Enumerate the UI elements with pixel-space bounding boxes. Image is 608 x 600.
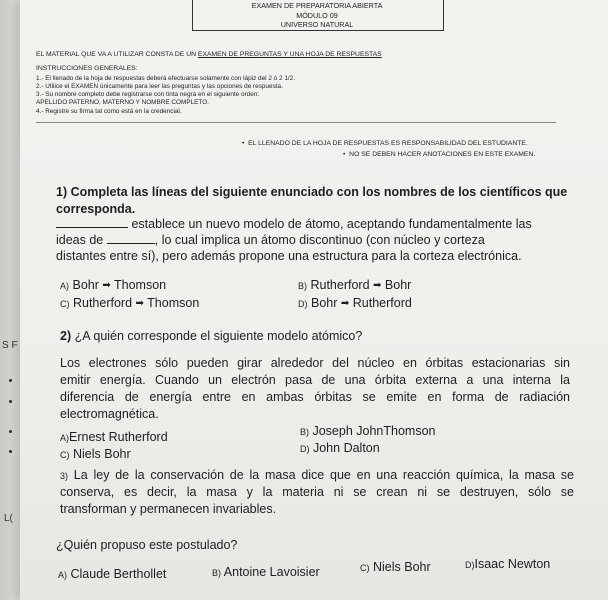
question-1-line — [56, 184, 567, 201]
question-text: ¿A quién corresponde el siguiente modelo atómico? — [74, 329, 363, 343]
question-text: La ley de la conservación de la masa dice que en una reacción química, la masa se — [73, 468, 574, 482]
side-dot — [9, 430, 12, 433]
q1-option-c[interactable] — [60, 296, 199, 310]
material-note-prefix: EL MATERIAL QUE VA A UTILIZAR CONSTA DE UN — [36, 51, 198, 58]
instructions-title: INSTRUCCIONES GENERALES: — [36, 65, 138, 72]
question-2-line: emitir energía. Cuando un electrón pasa de una órbita externa a una interna la — [60, 373, 570, 387]
option-letter: D) — [300, 444, 310, 454]
option-letter: D) — [298, 299, 308, 309]
q1-option-a[interactable] — [60, 278, 166, 292]
notice-text: NO SE DEBEN HACER ANOTACIONES EN ESTE EXAMEN. — [349, 151, 536, 158]
option-text: Bohr — [72, 278, 99, 292]
q1-option-d[interactable] — [298, 296, 412, 310]
question-1-line: corresponda. — [56, 202, 136, 216]
question-text: , lo cual implica un átomo discontinuo (con núcleo y corteza — [154, 233, 485, 247]
exam-title: EXAMEN DE PREPARATORIA ABIERTA — [251, 1, 383, 10]
question-1-line — [56, 216, 532, 233]
question-text: establece un nuevo modelo de átomo, aceptando fundamentalmente las — [131, 217, 532, 231]
option-letter: D) — [465, 560, 475, 570]
option-text: Niels Bohr — [72, 447, 131, 461]
q3-option-c[interactable] — [360, 560, 431, 574]
option-text: Niels Bohr — [372, 560, 431, 574]
option-letter: B) — [298, 281, 307, 291]
option-letter: B) — [212, 568, 221, 578]
option-text: John Dalton — [312, 441, 380, 455]
option-text: Bohr — [310, 296, 338, 310]
option-text: Rutherford — [72, 296, 133, 310]
right-arrow-icon: ➡ — [340, 298, 350, 309]
material-note — [36, 51, 382, 58]
question-text: Completa las líneas del siguiente enunciado con los nombres de los científicos que — [70, 185, 568, 199]
option-letter: A) — [60, 281, 69, 291]
option-text: Joseph JohnThomson — [312, 424, 436, 438]
exam-module: MÓDULO 09 — [296, 11, 338, 20]
q3-option-d[interactable] — [465, 557, 550, 571]
q2-option-a[interactable] — [60, 430, 168, 444]
question-2-line: diferencia de energía entre en ambas órbitas se emite en forma de radiación — [60, 390, 570, 404]
question-2-line: electromagnética. — [60, 407, 159, 421]
answer-blank — [56, 227, 128, 228]
question-2-line: Los electrones sólo pueden girar alrededor del núcleo en órbitas estacionarias sin — [60, 356, 570, 370]
option-text: Claude Berthollet — [70, 567, 167, 581]
right-arrow-icon: ➡ — [373, 280, 382, 291]
question-2-prompt — [60, 328, 362, 345]
instruction-item: 4.- Registre su firma tal como está en la credencial. — [36, 108, 182, 115]
question-number: 1) — [56, 185, 68, 199]
option-text: Rutherford — [352, 296, 412, 310]
option-letter: A) — [58, 570, 67, 580]
option-text: Antoine Lavoisier — [223, 565, 320, 579]
question-3-prompt: ¿Quién propuso este postulado? — [56, 538, 238, 552]
q2-option-d[interactable] — [300, 441, 380, 455]
instruction-item: 1.- El llenado de la hoja de respuestas deberá efectuarse solamente con lápiz del 2 ó 2 1/2. — [36, 75, 295, 82]
exam-subject: UNIVERSO NATURAL — [280, 20, 354, 29]
side-dot — [9, 379, 12, 382]
material-note-underlined: EXAMEN DE PREGUNTAS Y UNA HOJA DE RESPUESTAS — [197, 51, 382, 58]
left-page-edge — [0, 0, 20, 600]
instruction-item: 2.- Utilice el EXAMEN únicamente para leer las preguntas y las opciones de respuesta. — [36, 83, 283, 90]
question-1-line: distantes entre sí), pero además propone una estructura para la corteza electrónica. — [56, 249, 522, 263]
question-number: 3) — [60, 471, 69, 481]
exam-page — [20, 0, 608, 600]
side-dot — [9, 450, 12, 453]
option-text: Rutherford — [310, 278, 370, 292]
option-letter: C) — [360, 563, 370, 573]
answer-blank — [107, 243, 155, 244]
option-text: Ernest Rutherford — [69, 430, 168, 444]
divider — [36, 122, 556, 123]
option-letter: B) — [300, 427, 309, 437]
notice-text: EL LLENADO DE LA HOJA DE RESPUESTAS ES RESPONSABILIDAD DEL ESTUDIANTE. — [248, 140, 528, 147]
option-text: Isaac Newton — [474, 557, 551, 571]
q2-option-c[interactable] — [60, 447, 131, 461]
q3-option-b[interactable] — [212, 565, 320, 579]
question-3-line — [60, 467, 574, 485]
question-3-line: conserva, es decir, la masa y la materia ni se crean ni se destruyen, sólo se — [60, 485, 574, 499]
right-arrow-icon: ➡ — [102, 280, 111, 291]
option-letter: C) — [60, 299, 70, 309]
option-text: Thomson — [147, 296, 200, 310]
option-letter: A) — [60, 433, 69, 443]
side-mark-lc: L( — [4, 513, 13, 524]
question-text: ideas de — [56, 233, 104, 247]
instruction-item: 3.- Su nombre completo debe registrarse con tinta negra en el siguiente orden: — [36, 91, 260, 98]
question-3-line: transforman y permanecen invariables. — [60, 502, 277, 516]
q2-option-b[interactable] — [300, 424, 435, 438]
option-text: Thomson — [114, 278, 167, 292]
notice: • NO SE DEBEN HACER ANOTACIONES EN ESTE EXAMEN. — [343, 151, 536, 158]
instruction-item: APELLIDO PATERNO, MATERNO Y NOMBRE COMPLETO. — [36, 99, 209, 106]
q1-option-b[interactable] — [298, 278, 411, 292]
question-1-line — [56, 232, 485, 249]
question-number: 2) — [60, 329, 72, 343]
option-letter: C) — [60, 450, 70, 460]
notice: • EL LLENADO DE LA HOJA DE RESPUESTAS ES RESPONSABILIDAD DEL ESTUDIANTE. — [242, 140, 528, 147]
option-text: Bohr — [384, 278, 412, 292]
side-mark-sf: S F — [2, 340, 18, 351]
q3-option-a[interactable] — [58, 567, 166, 581]
right-arrow-icon: ➡ — [135, 298, 144, 309]
side-dot — [9, 400, 12, 403]
